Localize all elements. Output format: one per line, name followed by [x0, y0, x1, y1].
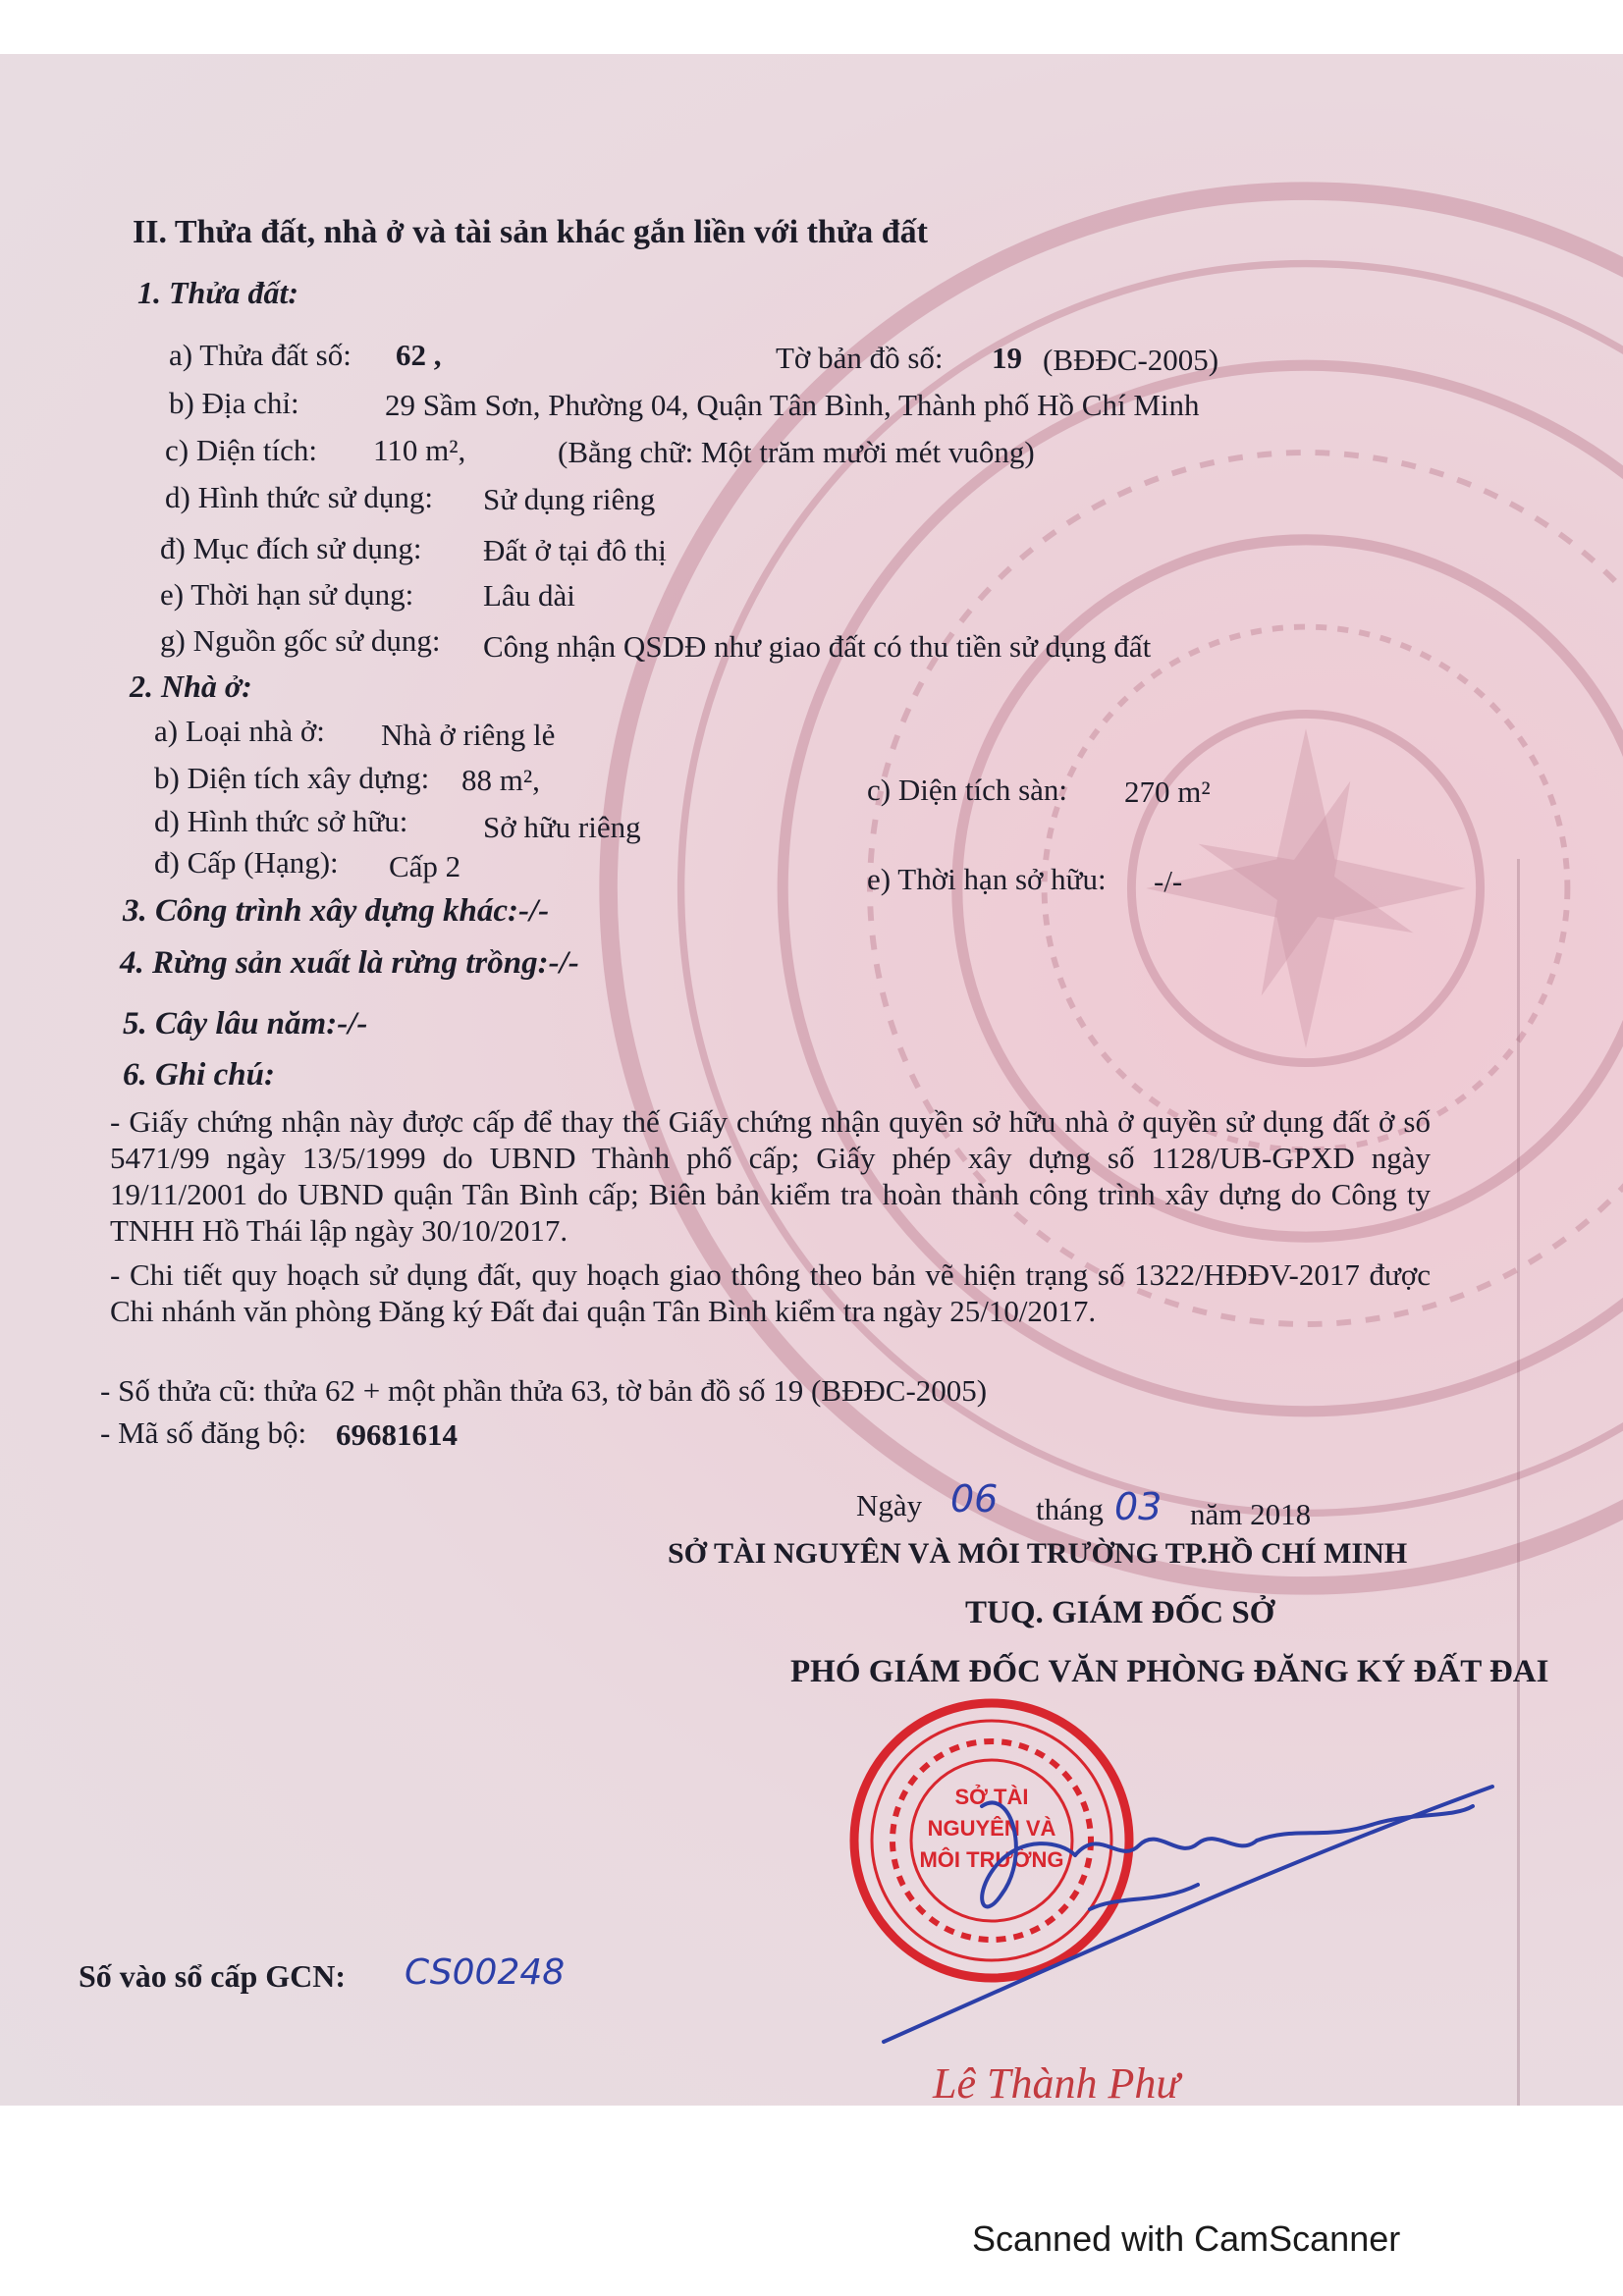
date-prefix: Ngày — [856, 1488, 923, 1522]
area-label: c) Diện tích: — [165, 433, 317, 467]
note-registry-value: 69681614 — [336, 1417, 458, 1452]
build-area-label: b) Diện tích xây dựng: — [154, 761, 430, 795]
address-label: b) Địa chỉ: — [169, 386, 299, 420]
note-registry-label: - Mã số đăng bộ: — [100, 1415, 307, 1450]
house-heading: 2. Nhà ở: — [130, 668, 252, 704]
note-paragraph-3: - Số thửa cũ: thửa 62 + một phần thửa 63, tờ bản đồ số 19 (BĐĐC-2005) — [100, 1373, 988, 1408]
issuing-authority: SỞ TÀI NGUYÊN VÀ MÔI TRƯỜNG TP.HỒ CHÍ MINH — [668, 1537, 1408, 1570]
perennial-heading: 5. Cây lâu năm:-/- — [123, 1006, 368, 1041]
ownership-label: d) Hình thức sở hữu: — [154, 804, 408, 838]
grade-value: Cấp 2 — [389, 849, 461, 883]
origin-value: Công nhận QSDĐ như giao đất có thu tiền sử dụng đất — [483, 629, 1152, 664]
stamp-center-text: SỞ TÀI NGUYÊN VÀ MÔI TRƯỜNG — [919, 1785, 1064, 1872]
house-type-label: a) Loại nhà ở: — [154, 714, 325, 748]
signer-name: Lê Thành Phư — [933, 2059, 1180, 2106]
scanner-watermark: Scanned with CamScanner — [972, 2218, 1401, 2259]
floor-area-value: 270 m² — [1124, 774, 1211, 809]
term-value: Lâu dài — [483, 578, 575, 613]
grade-label: đ) Cấp (Hạng): — [154, 845, 339, 880]
register-label: Số vào sổ cấp GCN: — [79, 1958, 347, 1994]
map-value: 19 — [992, 341, 1022, 375]
signer-title-2: PHÓ GIÁM ĐỐC VĂN PHÒNG ĐĂNG KÝ ĐẤT ĐAI — [790, 1654, 1549, 1689]
parcel-label: a) Thửa đất số: — [169, 338, 352, 372]
signer-title-1: TUQ. GIÁM ĐỐC SỞ — [965, 1595, 1275, 1630]
date-day: 06 — [950, 1477, 999, 1521]
land-heading: 1. Thửa đất: — [137, 275, 299, 310]
usage-form-label: d) Hình thức sử dụng: — [165, 480, 433, 514]
handwritten-signature — [864, 1747, 1551, 2071]
note-paragraph-1: - Giấy chứng nhận này được cấp để thay thế Giấy chứng nhận quyền sở hữu nhà ở quyền sử dụng đất ở số 5471/99 ngày 13/5/1999 do UBND Thành phố cấp; Giấy phép xây dựng số 1128/UB-GPXD ngày 19/11/2001 do UBND quận Tân Bình cấp; Biên bản kiểm tra hoàn thành công trình xây dựng do Công ty TNHH Hồ Thái lập ngày 30/10/2017. — [110, 1104, 1431, 1248]
purpose-label: đ) Mục đích sử dụng: — [160, 531, 422, 565]
date-month-label: tháng — [1036, 1492, 1104, 1526]
own-term-label: e) Thời hạn sở hữu: — [867, 862, 1107, 896]
term-label: e) Thời hạn sử dụng: — [160, 577, 414, 612]
usage-form-value: Sử dụng riêng — [483, 482, 656, 516]
ownership-value: Sở hữu riêng — [483, 810, 641, 844]
floor-area-label: c) Diện tích sàn: — [867, 773, 1068, 807]
date-month: 03 — [1114, 1485, 1163, 1528]
area-words: (Bằng chữ: Một trăm mười mét vuông) — [558, 435, 1035, 469]
section-heading: II. Thửa đất, nhà ở và tài sản khác gắn liền với thửa đất — [133, 214, 928, 250]
own-term-value: -/- — [1154, 864, 1183, 898]
forest-heading: 4. Rừng sản xuất là rừng trồng:-/- — [120, 945, 579, 981]
purpose-value: Đất ở tại đô thị — [483, 533, 667, 567]
map-suffix: (BĐĐC-2005) — [1043, 343, 1219, 377]
house-type-value: Nhà ở riêng lẻ — [381, 718, 556, 752]
build-area-value: 88 m², — [461, 763, 540, 797]
construction-heading: 3. Công trình xây dựng khác:-/- — [123, 893, 550, 929]
map-label: Tờ bản đồ số: — [776, 341, 944, 375]
register-value: CS00248 — [405, 1952, 566, 1993]
address-value: 29 Sầm Sơn, Phường 04, Quận Tân Bình, Thành phố Hồ Chí Minh — [385, 388, 1200, 422]
note-paragraph-2: - Chi tiết quy hoạch sử dụng đất, quy hoạch giao thông theo bản vẽ hiện trạng số 1322/HĐĐV-2017 được Chi nhánh văn phòng Đăng ký Đất đai quận Tân Bình kiểm tra ngày 25/10/2017. — [110, 1257, 1431, 1328]
area-value: 110 m², — [373, 433, 466, 467]
notes-heading: 6. Ghi chú: — [123, 1057, 275, 1093]
origin-label: g) Nguồn gốc sử dụng: — [160, 623, 441, 658]
parcel-value: 62 , — [396, 338, 442, 372]
date-year: năm 2018 — [1190, 1497, 1312, 1531]
